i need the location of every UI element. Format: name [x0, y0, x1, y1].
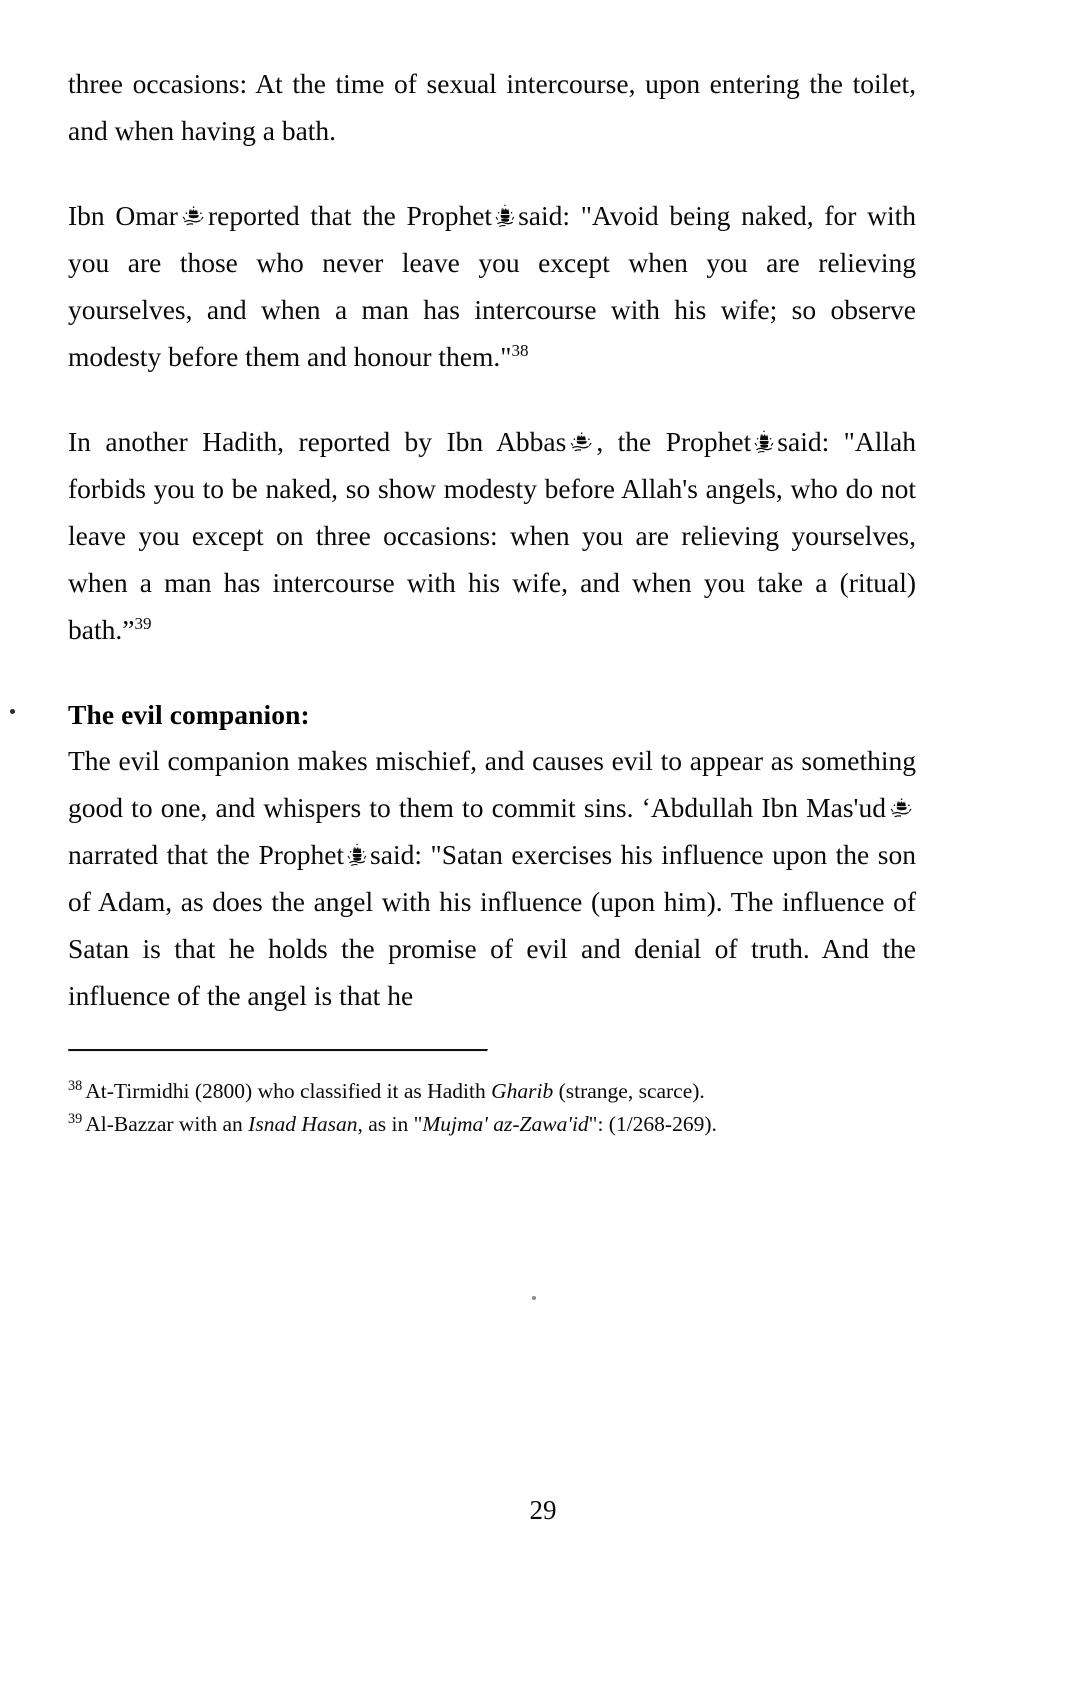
paragraph-spacer [68, 380, 916, 418]
footnote-text-segment: At-Tirmidhi (2800) who classified it as Hadith [85, 1079, 492, 1103]
scan-artifact-speck [10, 709, 15, 714]
page-number: 29 [529, 1495, 557, 1525]
footnote-text-segment: ": (1/268-269). [588, 1112, 717, 1136]
section-heading-evil-companion: The evil companion: [68, 699, 310, 730]
footnote-italic-title: Mujma' az-Zawa'id [422, 1112, 589, 1136]
scan-artifact-speck [532, 1296, 536, 1300]
footnote-number-39: 39 [68, 1110, 83, 1127]
paragraph-text-segment: Ibn Omar [68, 200, 178, 231]
footnote-text-segment: , as in " [357, 1112, 423, 1136]
footnote-number-38: 38 [68, 1077, 83, 1094]
radiyallahu-anhu-glyph [888, 797, 914, 819]
paragraph-ibn-abbas-hadith [68, 418, 916, 653]
footnote-38 [68, 1075, 916, 1108]
paragraph-text-segment: said: "Satan exercises his influence upon the son of Adam, as does the angel with his influence (upon him). The influence of Satan is that he holds the promise of evil and denial of truth. And the influence of the angel is that he [68, 839, 916, 1011]
radiyallahu-anhu-glyph [180, 205, 206, 227]
footnote-separator-rule [68, 1049, 488, 1052]
heading-spacer [68, 653, 916, 693]
paragraph-text-segment: narrated that the Prophet [68, 839, 345, 870]
footnote-39 [68, 1108, 916, 1141]
paragraph-text-segment: The evil companion makes mischief, and causes evil to appear as something good to one, and whispers to them to commit sins. ‘Abdullah Ibn Mas'ud [68, 745, 916, 823]
paragraph-text-segment: reported that the Prophet [207, 200, 493, 231]
sallallahu-alayhi-wasallam-glyph [494, 203, 516, 229]
sallallahu-alayhi-wasallam-glyph [753, 429, 775, 455]
radiyallahu-anhu-glyph [568, 431, 594, 453]
footnote-italic-term: Isnad Hasan [248, 1112, 358, 1136]
paragraph-text-segment: said: "Allah forbids you to be naked, so show modesty before Allah's angels, who do not leave you except on three occasions: when you are relieving yourselves, when a man has intercourse with his wife, and when you take a (ritual) bath.” [68, 426, 916, 645]
footnote-separator-wrap [68, 1049, 916, 1063]
sallallahu-alayhi-wasallam-glyph [346, 842, 368, 868]
footnote-reference-38[interactable]: 38 [511, 340, 529, 360]
footnotes-section [68, 1075, 916, 1141]
paragraph-continuation: three occasions: At the time of sexual intercourse, upon entering the toilet, and when having a bath. [68, 68, 916, 146]
footnote-reference-39[interactable]: 39 [134, 613, 152, 633]
paragraph-text-segment: In another Hadith, reported by Ibn Abbas [68, 426, 567, 457]
paragraph-text-segment: said: "Avoid being naked, for with you are those who never leave you except when you are relieving yourselves, and when a man has intercourse with his wife; so observe modesty before them and honour them." [68, 200, 916, 372]
footnote-text-segment: Al-Bazzar with an [85, 1112, 249, 1136]
paragraph-text-segment: , the Prophet [596, 426, 752, 457]
page-body-column [68, 60, 916, 1141]
paragraph-evil-companion [68, 737, 916, 1019]
footnote-italic-term: Gharib [491, 1079, 554, 1103]
footnote-text-segment: (strange, scarce). [553, 1079, 705, 1103]
paragraph-ibn-omar-hadith [68, 192, 916, 380]
paragraph-spacer [68, 154, 916, 192]
